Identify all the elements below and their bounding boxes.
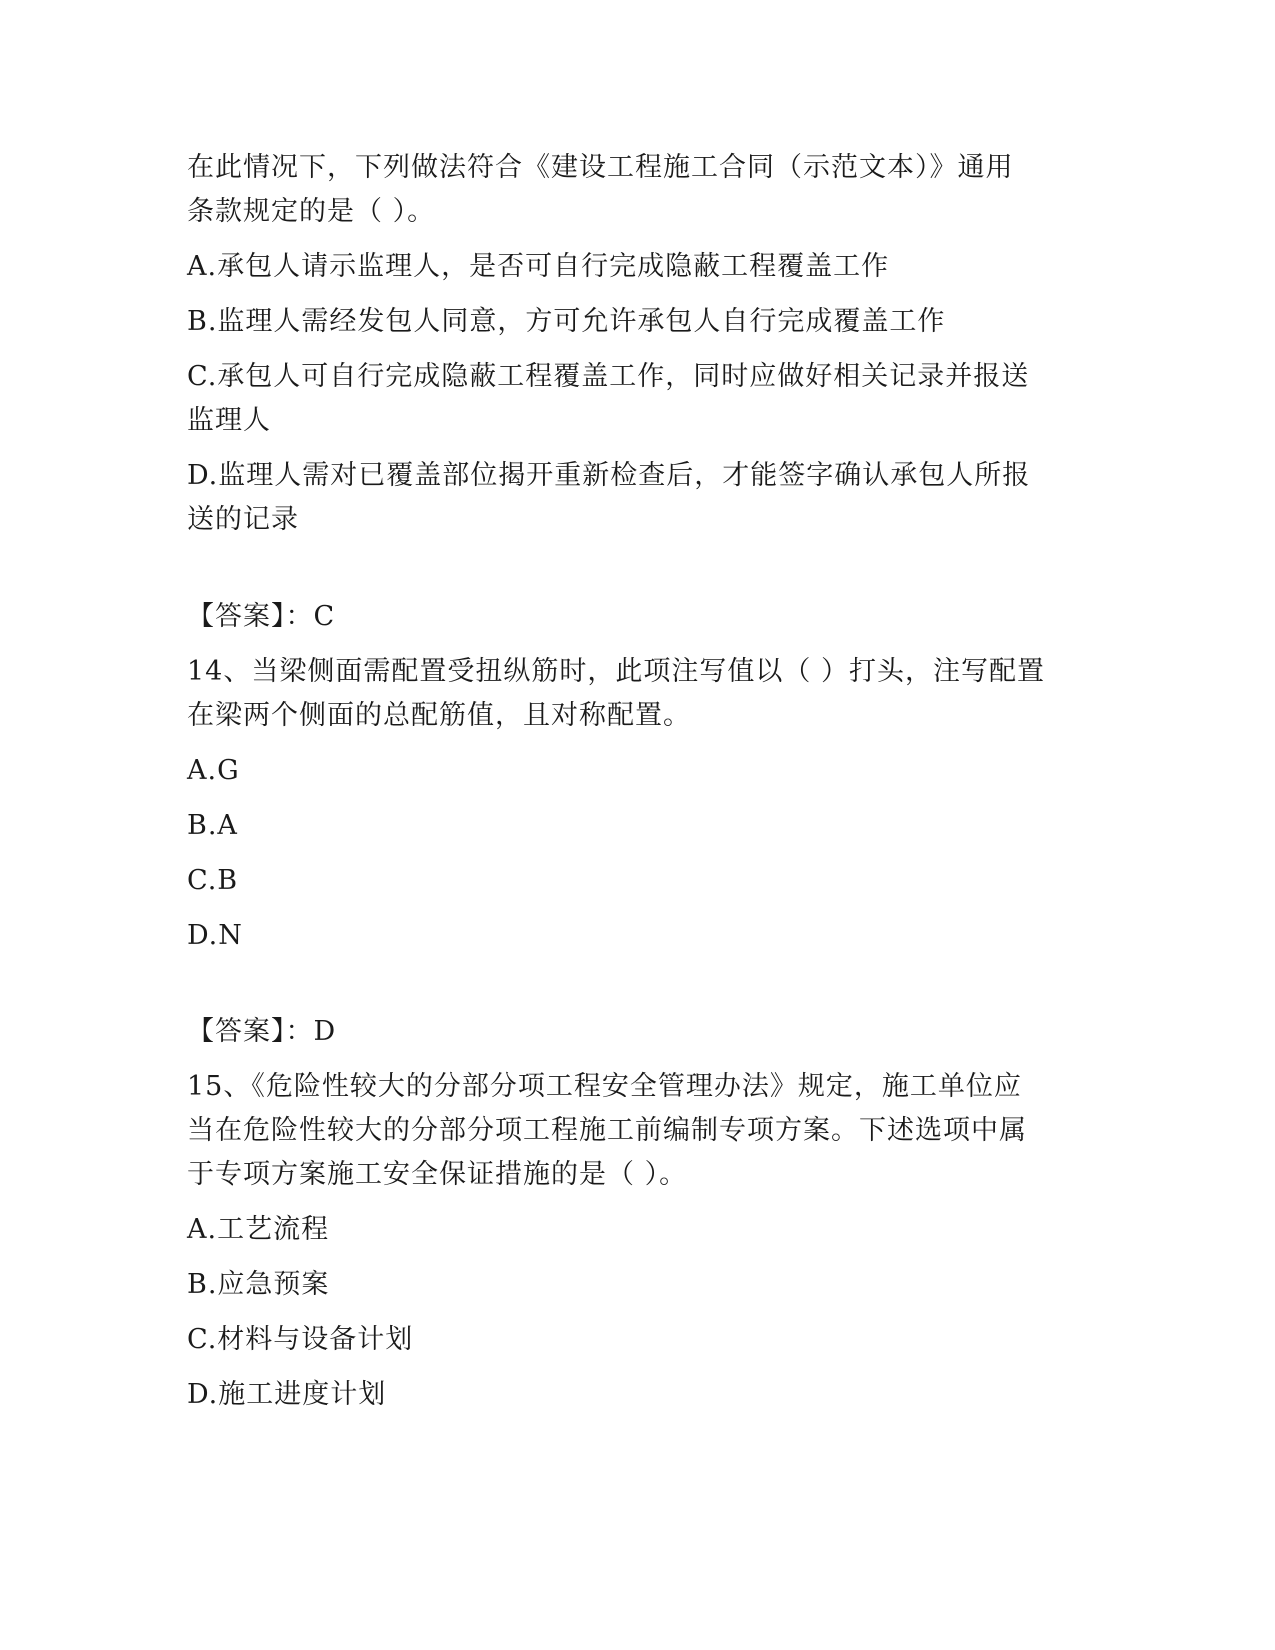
q15-stem-line-1: 15、《危险性较大的分部分项工程安全管理办法》规定，施工单位应 [187,1071,1022,1102]
q13-option-d-line-1: D.监理人需对已覆盖部位揭开重新检查后，才能签字确认承包人所报 [187,460,1031,491]
q13-answer: 【答案】：C [187,601,336,632]
q13-stem-line-2: 条款规定的是（ ）。 [187,196,436,227]
q14-answer: 【答案】：D [187,1016,337,1047]
q13-option-b: B.监理人需经发包人同意，方可允许承包人自行完成覆盖工作 [187,306,946,337]
q15-option-b: B.应急预案 [187,1269,330,1300]
q15-option-c: C.材料与设备计划 [187,1324,414,1355]
q14-stem-line-2: 在梁两个侧面的总配筋值，且对称配置。 [187,700,691,731]
q13-option-a: A.承包人请示监理人，是否可自行完成隐蔽工程覆盖工作 [187,251,890,282]
q15-stem-line-2: 当在危险性较大的分部分项工程施工前编制专项方案。下述选项中属 [187,1115,1027,1146]
q15-option-d: D.施工进度计划 [187,1379,387,1410]
q13-option-c-line-1: C.承包人可自行完成隐蔽工程覆盖工作，同时应做好相关记录并报送 [187,361,1030,392]
q14-option-d: D.N [187,920,243,951]
q13-stem-line-1: 在此情况下，下列做法符合《建设工程施工合同（示范文本）》通用 [187,152,1014,183]
q14-option-a: A.G [187,755,240,786]
q14-option-c: C.B [187,865,239,896]
q13-option-d-line-2: 送的记录 [187,504,299,535]
q14-option-b: B.A [187,810,238,841]
q15-option-a: A.工艺流程 [187,1214,330,1245]
q13-option-c-line-2: 监理人 [187,405,271,436]
q14-stem-line-1: 14、当梁侧面需配置受扭纵筋时，此项注写值以（ ）打头，注写配置 [187,656,1045,687]
q15-stem-line-3: 于专项方案施工安全保证措施的是（ ）。 [187,1159,688,1190]
